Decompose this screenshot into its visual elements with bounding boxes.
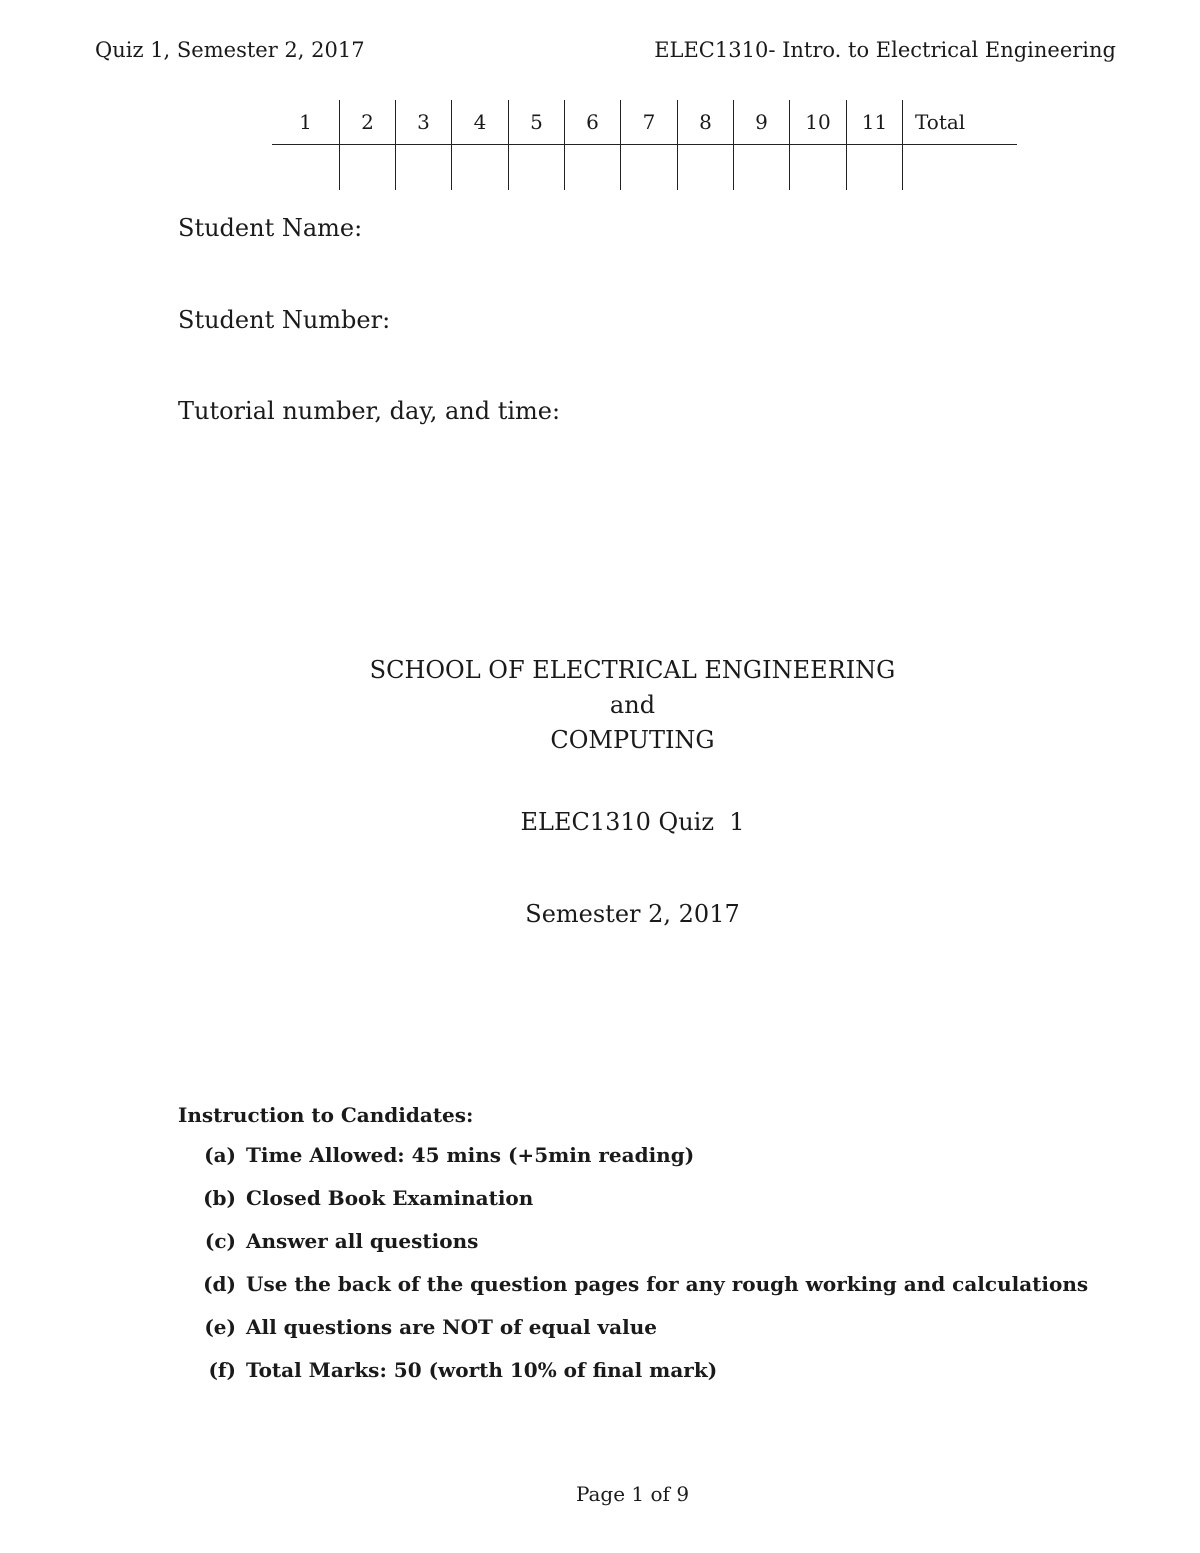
school-title bbox=[0, 653, 1200, 758]
grade-cell[interactable] bbox=[340, 145, 396, 191]
grade-col-header: 5 bbox=[509, 100, 565, 145]
grade-col-header: 6 bbox=[565, 100, 621, 145]
grade-col-header: 3 bbox=[396, 100, 452, 145]
header-left-title: Quiz 1, Semester 2, 2017 bbox=[95, 38, 365, 62]
semester-title: Semester 2, 2017 bbox=[525, 900, 740, 928]
instruction-item bbox=[178, 1143, 1088, 1186]
grade-cell[interactable] bbox=[565, 145, 621, 191]
instruction-item bbox=[178, 1229, 1088, 1272]
student-name-label: Student Name: bbox=[178, 214, 363, 242]
instruction-label: (a) bbox=[204, 1143, 236, 1167]
instructions bbox=[178, 1103, 1088, 1401]
quiz-title: ELEC1310 Quiz 1 bbox=[520, 808, 745, 836]
grade-cell[interactable] bbox=[678, 145, 734, 191]
grade-col-header: 4 bbox=[452, 100, 509, 145]
grade-col-header: 9 bbox=[734, 100, 790, 145]
grade-cell-total[interactable] bbox=[903, 145, 1018, 191]
instruction-label: (d) bbox=[203, 1272, 236, 1296]
header-right-course: ELEC1310- Intro. to Electrical Engineering bbox=[654, 38, 1116, 62]
school-title-line2: and bbox=[609, 691, 656, 719]
grade-col-header: 2 bbox=[340, 100, 396, 145]
instruction-text: Closed Book Examination bbox=[246, 1186, 534, 1210]
instruction-label: (c) bbox=[204, 1229, 236, 1253]
grade-col-header-total: Total bbox=[903, 100, 1018, 145]
instruction-text: Answer all questions bbox=[246, 1229, 479, 1253]
grade-cell[interactable] bbox=[621, 145, 678, 191]
instruction-text: All questions are NOT of equal value bbox=[246, 1315, 657, 1339]
grade-cell[interactable] bbox=[790, 145, 847, 191]
grade-col-header: 7 bbox=[621, 100, 678, 145]
tutorial-label: Tutorial number, day, and time: bbox=[178, 397, 561, 425]
instruction-label: (e) bbox=[204, 1315, 236, 1339]
student-number-label: Student Number: bbox=[178, 306, 391, 334]
grade-col-header: 8 bbox=[678, 100, 734, 145]
instruction-text: Total Marks: 50 (worth 10% of final mark) bbox=[246, 1358, 718, 1382]
grade-cell[interactable] bbox=[509, 145, 565, 191]
instruction-item bbox=[178, 1186, 1088, 1229]
grade-cell[interactable] bbox=[734, 145, 790, 191]
instruction-item bbox=[178, 1315, 1088, 1358]
grade-table bbox=[272, 100, 1017, 190]
grade-col-header: 11 bbox=[847, 100, 903, 145]
instruction-item bbox=[178, 1358, 1088, 1401]
instructions-heading: Instruction to Candidates: bbox=[178, 1103, 474, 1127]
page-number: Page 1 of 9 bbox=[575, 1482, 690, 1506]
instruction-label: (f) bbox=[208, 1358, 236, 1382]
grade-cell[interactable] bbox=[272, 145, 340, 191]
instruction-text: Use the back of the question pages for any rough working and calculations bbox=[246, 1272, 1089, 1296]
grade-col-header: 1 bbox=[272, 100, 340, 145]
instruction-text: Time Allowed: 45 mins (+5min reading) bbox=[246, 1143, 695, 1167]
grade-cell[interactable] bbox=[452, 145, 509, 191]
instruction-label: (b) bbox=[203, 1186, 236, 1210]
grade-cell[interactable] bbox=[396, 145, 452, 191]
grade-cell[interactable] bbox=[847, 145, 903, 191]
school-title-line1: SCHOOL OF ELECTRICAL ENGINEERING bbox=[369, 656, 896, 684]
grade-col-header: 10 bbox=[790, 100, 847, 145]
instruction-item bbox=[178, 1272, 1088, 1315]
school-title-line3: COMPUTING bbox=[550, 726, 715, 754]
